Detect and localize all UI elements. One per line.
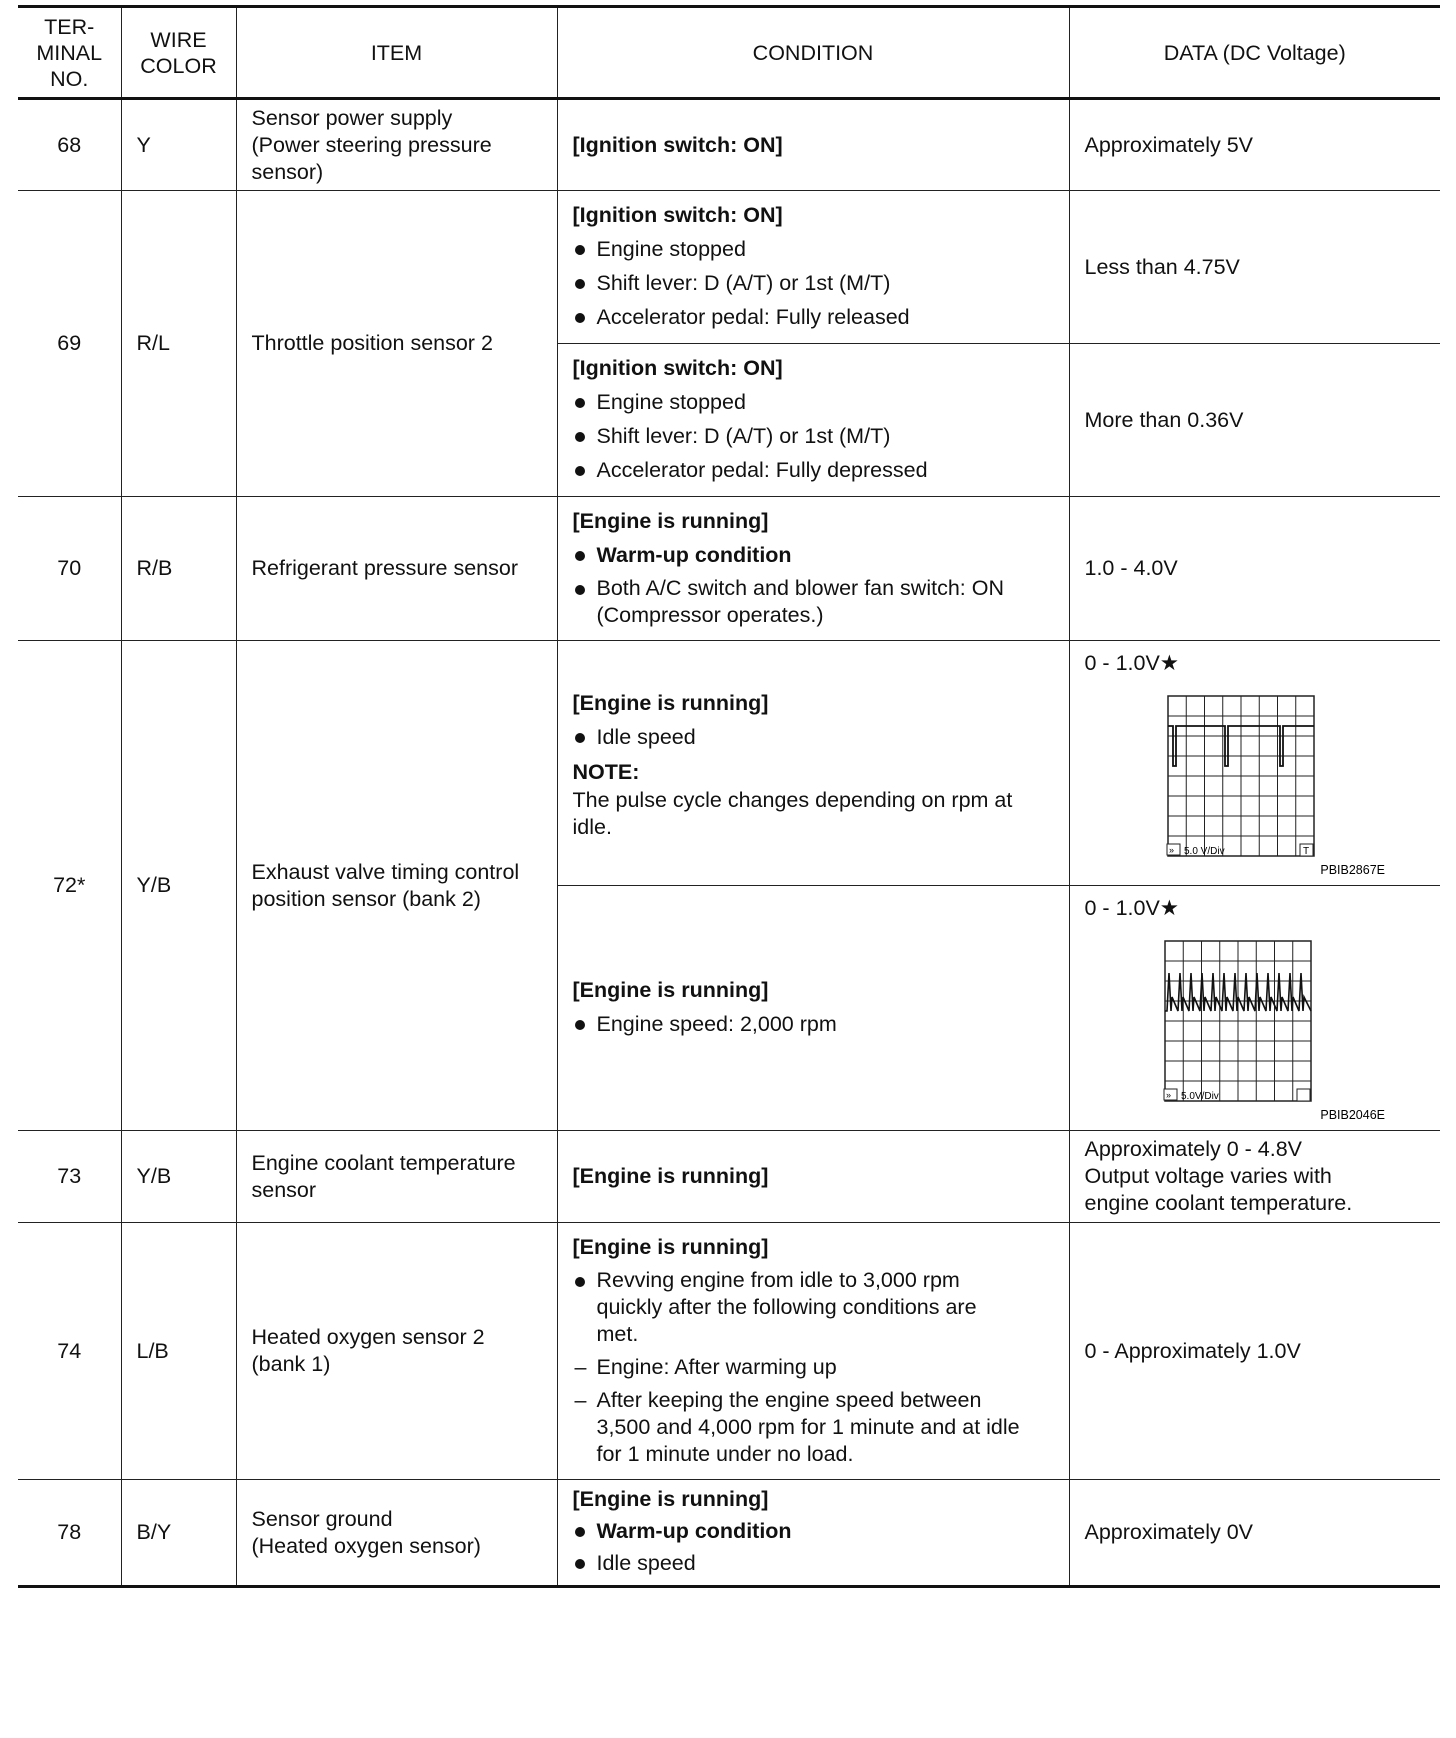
condition-cell	[557, 641, 1069, 886]
condition-header: [Engine is running]	[572, 1235, 769, 1259]
condition-cell	[557, 886, 1069, 1131]
terminal-no: 73	[18, 1131, 121, 1223]
condition-cell	[557, 344, 1069, 497]
table-row-72-a	[18, 641, 1440, 886]
bullet-text: Both A/C switch and blower fan switch: ON	[596, 576, 1004, 600]
svg-text:»: »	[1165, 1090, 1171, 1100]
terminal-data-table-page	[18, 5, 1440, 1588]
item-line: sensor	[251, 1177, 317, 1202]
header-terminal-line: TER-	[44, 14, 95, 39]
bullet-dot-icon	[575, 245, 585, 255]
condition-cell	[557, 191, 1069, 344]
bullet-dot-icon	[575, 733, 585, 743]
bullet-item	[573, 1517, 1059, 1546]
note-line: idle.	[572, 815, 612, 839]
data-value: 0 - 1.0V★	[1084, 896, 1180, 920]
condition-header: [Engine is running]	[572, 509, 769, 533]
bullet-text: Engine stopped	[596, 390, 746, 414]
figure-code: PBIB2046E	[1319, 1108, 1385, 1122]
dash-text: for 1 minute under no load.	[596, 1442, 854, 1466]
data-value: 0 - 1.0V★	[1084, 651, 1180, 675]
item-line: (Power steering pressure	[251, 132, 492, 157]
bullet-text: Engine stopped	[596, 237, 746, 261]
bullet-dot-icon	[575, 432, 585, 442]
item-line: Exhaust valve timing control	[251, 859, 520, 884]
bullet-text: (Compressor operates.)	[596, 603, 824, 627]
note-text	[573, 787, 1059, 841]
header-terminal-no	[18, 7, 121, 99]
condition-header: [Engine is running]	[572, 1486, 769, 1511]
item-cell	[236, 641, 557, 1131]
bullet-item	[573, 575, 1059, 629]
bullet-item	[573, 541, 1059, 570]
bullet-item	[573, 388, 1059, 417]
scope-trigger-marker: T	[1302, 846, 1309, 857]
item-cell	[236, 99, 557, 191]
wire-color: Y/B	[121, 641, 236, 1131]
bullet-dot-icon	[575, 551, 585, 561]
header-item: ITEM	[236, 7, 557, 99]
item-cell: Refrigerant pressure sensor	[236, 497, 557, 641]
bullet-item	[573, 269, 1059, 298]
condition-cell	[557, 1223, 1069, 1480]
terminal-table	[18, 5, 1440, 1588]
item-line: (bank 1)	[251, 1352, 331, 1376]
bullet-dot-icon	[575, 398, 585, 408]
data-cell: Approximately 0V	[1069, 1480, 1440, 1587]
terminal-no: 70	[18, 497, 121, 641]
bullet-dot-icon	[575, 313, 585, 323]
bullet-text: met.	[596, 1322, 639, 1346]
bullet-dot-icon	[575, 1559, 585, 1569]
table-row-78	[18, 1480, 1440, 1587]
table-row-68	[18, 99, 1440, 191]
svg-text:»: »	[1168, 845, 1174, 855]
bullet-text: Accelerator pedal: Fully depressed	[596, 458, 928, 482]
condition-header: [Ignition switch: ON]	[572, 203, 783, 227]
data-cell: 1.0 - 4.0V	[1069, 497, 1440, 641]
header-wire-line: COLOR	[140, 53, 217, 78]
table-row-70	[18, 497, 1440, 641]
item-cell	[236, 1223, 557, 1480]
bullet-dot-icon	[575, 1527, 585, 1537]
header-terminal-line: MINAL	[36, 40, 103, 65]
table-row-73	[18, 1131, 1440, 1223]
table-row-69-a	[18, 191, 1440, 344]
item-line: Sensor power supply	[251, 105, 453, 130]
dash-marker: –	[574, 1355, 587, 1379]
wire-color: Y	[121, 99, 236, 191]
item-line: Heated oxygen sensor 2	[251, 1325, 485, 1349]
oscilloscope-waveform-2000rpm	[1085, 923, 1425, 1123]
dash-text: 3,500 and 4,000 rpm for 1 minute and at idle	[596, 1415, 1020, 1439]
header-row	[18, 7, 1440, 99]
terminal-no: 78	[18, 1480, 121, 1587]
data-cell	[1069, 641, 1440, 886]
condition-header: [Engine is running]	[572, 691, 769, 715]
bullet-dot-icon	[575, 585, 585, 595]
condition-header: [Engine is running]	[572, 978, 769, 1002]
condition-header: [Engine is running]	[572, 1164, 769, 1188]
bullet-item	[573, 1549, 1059, 1578]
bullet-text: Idle speed	[596, 725, 696, 749]
scope-scale-label: 5.0V/Div	[1180, 1091, 1219, 1102]
bullet-item	[573, 1010, 1059, 1039]
condition-cell	[557, 1480, 1069, 1587]
item-line: sensor)	[251, 159, 324, 184]
condition-cell	[557, 497, 1069, 641]
condition-cell	[557, 99, 1069, 191]
data-cell: More than 0.36V	[1069, 344, 1440, 497]
dash-marker: –	[574, 1388, 587, 1412]
data-cell	[1069, 1131, 1440, 1223]
bullet-dot-icon	[575, 466, 585, 476]
bullet-text: Revving engine from idle to 3,000 rpm	[596, 1268, 960, 1292]
item-line: position sensor (bank 2)	[251, 886, 481, 911]
terminal-no: 68	[18, 99, 121, 191]
scope-scale-label: 5.0 V/Div	[1183, 846, 1225, 857]
item-cell	[236, 1480, 557, 1587]
condition-header: [Ignition switch: ON]	[572, 132, 783, 157]
item-cell: Throttle position sensor 2	[236, 191, 557, 497]
dash-text: After keeping the engine speed between	[596, 1388, 982, 1412]
bullet-dot-icon	[575, 1020, 585, 1030]
terminal-no: 69	[18, 191, 121, 497]
figure-code: PBIB2867E	[1319, 863, 1385, 877]
header-terminal-line: NO.	[50, 66, 89, 91]
data-cell: 0 - Approximately 1.0V	[1069, 1223, 1440, 1480]
item-cell	[236, 1131, 557, 1223]
data-cell	[1069, 886, 1440, 1131]
item-line: Engine coolant temperature	[251, 1150, 516, 1175]
bullet-item	[573, 235, 1059, 264]
header-wire-color	[121, 7, 236, 99]
bullet-text: Accelerator pedal: Fully released	[596, 305, 910, 329]
data-cell: Approximately 5V	[1069, 99, 1440, 191]
data-line: engine coolant temperature.	[1084, 1191, 1353, 1215]
oscilloscope-waveform-idle	[1085, 678, 1425, 878]
header-data: DATA (DC Voltage)	[1069, 7, 1440, 99]
data-line: Approximately 0 - 4.8V	[1084, 1137, 1302, 1161]
bullet-item	[573, 303, 1059, 332]
header-wire-line: WIRE	[150, 27, 207, 52]
condition-cell	[557, 1131, 1069, 1223]
note-line: The pulse cycle changes depending on rpm at	[572, 788, 1013, 812]
bullet-text: Warm-up condition	[596, 1518, 792, 1543]
dash-text: Engine: After warming up	[596, 1355, 837, 1379]
wire-color: Y/B	[121, 1131, 236, 1223]
bullet-dot-icon	[575, 279, 585, 289]
note-label: NOTE:	[572, 760, 640, 784]
bullet-text: Shift lever: D (A/T) or 1st (M/T)	[596, 424, 891, 448]
bullet-item	[573, 456, 1059, 485]
data-line: Output voltage varies with	[1084, 1164, 1332, 1188]
bullet-text: Engine speed: 2,000 rpm	[596, 1012, 837, 1036]
wire-color: R/B	[121, 497, 236, 641]
data-cell: Less than 4.75V	[1069, 191, 1440, 344]
wire-color: B/Y	[121, 1480, 236, 1587]
terminal-no: 72*	[18, 641, 121, 1131]
bullet-dot-icon	[575, 1277, 585, 1287]
wire-color: L/B	[121, 1223, 236, 1480]
bullet-item	[573, 422, 1059, 451]
dash-item	[573, 1353, 1059, 1382]
dash-item	[573, 1387, 1059, 1468]
item-line: (Heated oxygen sensor)	[251, 1533, 481, 1558]
bullet-text: Shift lever: D (A/T) or 1st (M/T)	[596, 271, 891, 295]
table-row-74	[18, 1223, 1440, 1480]
wire-color: R/L	[121, 191, 236, 497]
condition-header: [Ignition switch: ON]	[572, 356, 783, 380]
bullet-text: Idle speed	[596, 1550, 696, 1575]
bullet-text: Warm-up condition	[596, 543, 792, 567]
item-line: Sensor ground	[251, 1506, 393, 1531]
bullet-item	[573, 1267, 1059, 1348]
header-condition: CONDITION	[557, 7, 1069, 99]
bullet-item	[573, 723, 1059, 752]
terminal-no: 74	[18, 1223, 121, 1480]
bullet-text: quickly after the following conditions are	[596, 1295, 977, 1319]
